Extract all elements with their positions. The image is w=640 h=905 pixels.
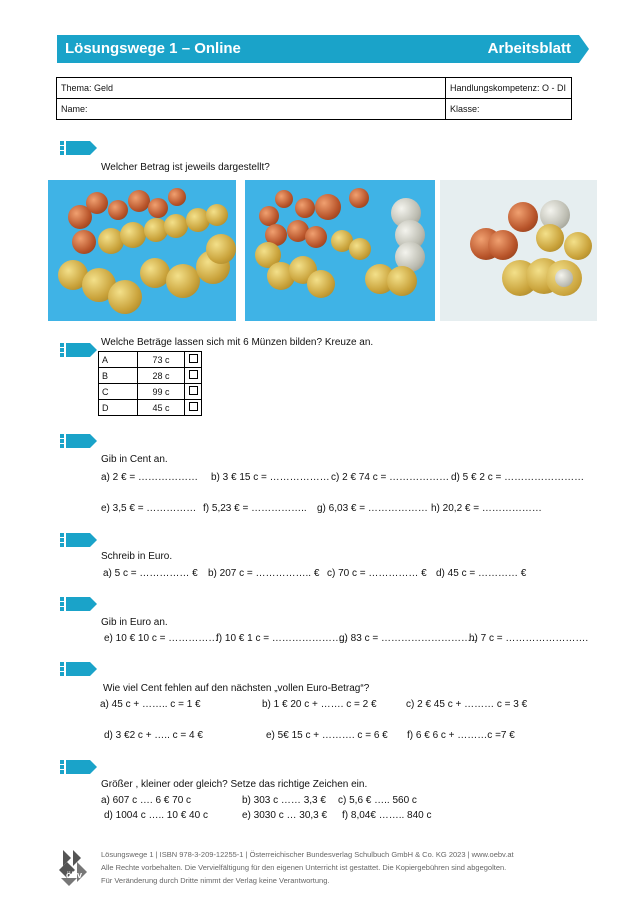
task6-item-a[interactable]: a) 45 c + …….. c = 1 € bbox=[100, 699, 201, 710]
task7-item-e[interactable]: e) 3030 c … 30,3 € bbox=[242, 810, 328, 821]
task2-question: Welche Beträge lassen sich mit 6 Münzen bilden? Kreuze an. bbox=[101, 337, 374, 348]
task3-item-d[interactable]: d) 5 € 2 c = …………………… bbox=[451, 472, 585, 483]
class-field[interactable]: Klasse: bbox=[446, 99, 572, 120]
task7-item-f[interactable]: f) 8,04€ …….. 840 c bbox=[342, 810, 432, 821]
task3-item-b[interactable]: b) 3 € 15 c = ……………… bbox=[211, 472, 330, 483]
choice-row-a bbox=[99, 352, 202, 368]
logo-text: öbv bbox=[65, 870, 83, 880]
task7-item-b[interactable]: b) 303 c …… 3,3 € bbox=[242, 795, 326, 806]
choice-checkbox-a[interactable] bbox=[189, 354, 198, 363]
task3-item-e[interactable]: e) 3,5 € = …………… bbox=[101, 503, 197, 514]
coin-photo-1 bbox=[48, 180, 236, 321]
task6-item-e[interactable]: e) 5€ 15 c + ………. c = 6 € bbox=[266, 730, 388, 741]
task-marker-6 bbox=[60, 662, 98, 676]
header-banner bbox=[57, 35, 579, 63]
task5-item-h[interactable]: h) 7 c = ……………………. bbox=[469, 633, 589, 644]
footer-line-2: Alle Rechte vorbehalten. Die Vervielfältigung für den eigenen Unterricht ist gestattet. Die Kopiergebühren sind abgegolten. bbox=[101, 863, 507, 872]
choice-checkbox-b[interactable] bbox=[189, 370, 198, 379]
task7-title: Größer , kleiner oder gleich? Setze das richtige Zeichen ein. bbox=[101, 779, 368, 790]
task-marker-2 bbox=[60, 343, 98, 357]
task-marker-5 bbox=[60, 597, 98, 611]
task5-item-g[interactable]: g) 83 c = ……………………….. bbox=[339, 633, 477, 644]
task6-item-c[interactable]: c) 2 € 45 c + ……… c = 3 € bbox=[406, 699, 528, 710]
task3-item-h[interactable]: h) 20,2 € = ……………… bbox=[431, 503, 542, 514]
choice-checkbox-d[interactable] bbox=[189, 402, 198, 411]
answer-choices bbox=[98, 351, 202, 416]
task4-item-b[interactable]: b) 207 c = …………….. € bbox=[208, 568, 320, 579]
task3-item-g[interactable]: g) 6,03 € = ……………… bbox=[317, 503, 428, 514]
choice-row-d bbox=[99, 400, 202, 416]
task3-item-a[interactable]: a) 2 € = ……………… bbox=[101, 472, 198, 483]
choice-letter: B bbox=[99, 368, 138, 384]
task5-item-e[interactable]: e) 10 € 10 c = …………… bbox=[104, 633, 219, 644]
task-marker-4 bbox=[60, 533, 98, 547]
task5-title: Gib in Euro an. bbox=[101, 617, 168, 628]
task6-title: Wie viel Cent fehlen auf den nächsten „vollen Euro-Betrag“? bbox=[103, 683, 370, 694]
task6-item-f[interactable]: f) 6 € 6 c + ………c =7 € bbox=[407, 730, 515, 741]
task4-item-c[interactable]: c) 70 c = …………… € bbox=[327, 568, 427, 579]
task-marker-7 bbox=[60, 760, 98, 774]
task6-item-b[interactable]: b) 1 € 20 c + ……. c = 2 € bbox=[262, 699, 377, 710]
task3-title: Gib in Cent an. bbox=[101, 454, 168, 465]
task7-item-d[interactable]: d) 1004 c ….. 10 € 40 c bbox=[104, 810, 208, 821]
task-marker-1 bbox=[60, 141, 98, 155]
task-marker-3 bbox=[60, 434, 98, 448]
task4-item-a[interactable]: a) 5 c = …………… € bbox=[103, 568, 198, 579]
choice-letter: A bbox=[99, 352, 138, 368]
task6-item-d[interactable]: d) 3 €2 c + ….. c = 4 € bbox=[104, 730, 203, 741]
choice-value: 28 c bbox=[138, 368, 185, 384]
choice-value: 99 c bbox=[138, 384, 185, 400]
topic-cell: Thema: Geld bbox=[57, 78, 446, 99]
task5-item-f[interactable]: f) 10 € 1 c = ………………….. bbox=[216, 633, 348, 644]
footer-line-1: Lösungswege 1 | ISBN 978-3-209-12255-1 | Österreichischer Bundesverlag Schulbuch GmbH & Co. KG 2023 | www.oebv.at bbox=[101, 850, 514, 859]
task4-title: Schreib in Euro. bbox=[101, 551, 173, 562]
competence-cell: Handlungskompetenz: O - DI bbox=[446, 78, 572, 99]
choice-value: 73 c bbox=[138, 352, 185, 368]
task7-item-a[interactable]: a) 607 c …. 6 € 70 c bbox=[101, 795, 192, 806]
coin-photo-3 bbox=[440, 180, 597, 321]
header-title: Lösungswege 1 – Online bbox=[65, 40, 241, 57]
footer-line-3: Für Veränderung durch Dritte nimmt der Verlag keine Verantwortung. bbox=[101, 876, 330, 885]
choice-row-b bbox=[99, 368, 202, 384]
publisher-logo bbox=[57, 848, 93, 888]
task1-question: Welcher Betrag ist jeweils dargestellt? bbox=[101, 162, 270, 173]
choice-letter: C bbox=[99, 384, 138, 400]
task3-item-c[interactable]: c) 2 € 74 c = ……………… bbox=[331, 472, 450, 483]
choice-row-c bbox=[99, 384, 202, 400]
choice-letter: D bbox=[99, 400, 138, 416]
task3-item-f[interactable]: f) 5,23 € = …………….. bbox=[203, 503, 307, 514]
task7-item-c[interactable]: c) 5,6 € ….. 560 c bbox=[338, 795, 417, 806]
info-table bbox=[56, 77, 572, 120]
task4-item-d[interactable]: d) 45 c = ………… € bbox=[436, 568, 527, 579]
choice-checkbox-c[interactable] bbox=[189, 386, 198, 395]
header-banner-tip bbox=[579, 35, 589, 63]
name-field[interactable]: Name: bbox=[57, 99, 446, 120]
coin-photo-2 bbox=[245, 180, 435, 321]
header-worksheet-label: Arbeitsblatt bbox=[487, 40, 571, 57]
choice-value: 45 c bbox=[138, 400, 185, 416]
